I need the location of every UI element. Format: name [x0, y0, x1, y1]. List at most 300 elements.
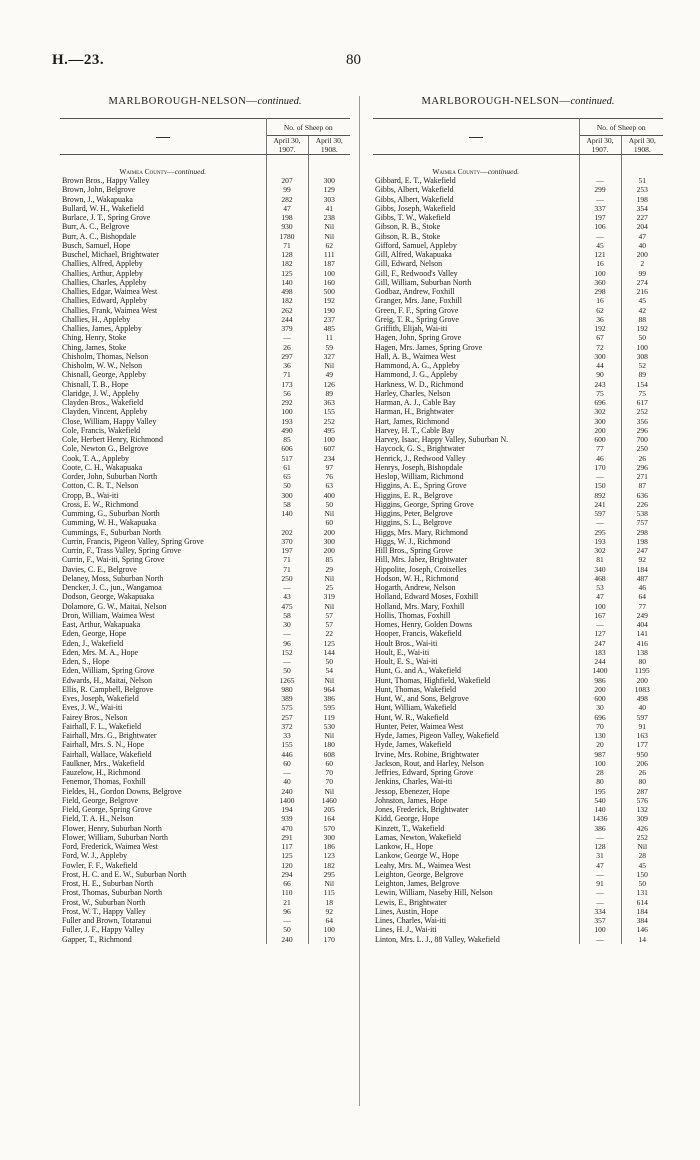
sheep-1908: 18	[325, 897, 333, 907]
sheep-1908: 80	[638, 777, 646, 787]
sheep-1907: 262	[266, 306, 308, 315]
sheep-1908: 88	[638, 314, 646, 324]
owner-name: Lankow, H., Hope	[375, 842, 433, 851]
table-row	[60, 491, 350, 500]
table-row	[60, 814, 350, 823]
owner-name: Cumming, G., Suburban North	[62, 509, 160, 518]
table-row	[60, 176, 350, 185]
owner-name: Fairhall, Mrs. S. N., Hope	[62, 740, 145, 750]
table-row	[60, 722, 350, 731]
sheep-1907: 44	[579, 361, 621, 370]
owner-name: Johnston, James, Hope	[375, 795, 448, 805]
table-row	[373, 361, 663, 370]
owner-name: Clayden Bros., Wakefield	[62, 398, 144, 407]
sheep-1907: —	[579, 176, 621, 185]
sheep-1908: 138	[636, 647, 648, 657]
sheep-1908: 111	[323, 250, 335, 259]
sheep-1907: 183	[579, 648, 621, 657]
table-row	[60, 398, 350, 407]
sheep-1908: 300	[323, 536, 335, 546]
table-row	[60, 343, 350, 352]
sheep-1907: 986	[579, 676, 621, 685]
sheep-1907: 244	[579, 657, 621, 666]
owner-name: Cole, Francis, Wakefield	[62, 425, 141, 435]
table-row	[373, 555, 663, 564]
table-row	[60, 435, 350, 444]
sheep-1907: 50	[266, 666, 308, 675]
table-row	[373, 768, 663, 777]
table-row	[373, 426, 663, 435]
sheep-1908: 595	[323, 703, 335, 713]
sheep-1907: 58	[266, 611, 308, 620]
sheep-1907: —	[579, 833, 621, 842]
table-row	[60, 703, 350, 712]
sheep-1908: Nil	[324, 231, 335, 241]
sheep-1908: 198	[636, 536, 648, 546]
owner-name: Green, F. F., Spring Grove	[375, 305, 459, 315]
owner-name: Hoult, E. S., Wai-iti	[375, 657, 438, 666]
owner-name: Cummings, F., Suburban North	[62, 527, 161, 537]
table-row	[60, 879, 350, 888]
owner-name: Hunt, W. R., Wakefield	[375, 712, 449, 722]
table-row	[60, 842, 350, 851]
owner-name: Ellis, R. Campbell, Belgrove	[62, 684, 154, 694]
owner-name: Gill, Alfred, Wakapuaka	[375, 250, 452, 259]
table-row	[60, 925, 350, 934]
owner-name: Harman, A. J., Cable Bay	[375, 398, 456, 407]
sheep-1907: 337	[579, 204, 621, 213]
sheep-1908: Nil	[324, 675, 335, 685]
table-row	[60, 602, 350, 611]
sheep-1907	[266, 518, 308, 527]
sheep-1907: —	[579, 935, 621, 944]
sheep-1908: 608	[323, 749, 335, 759]
owner-name: Cotton, C. R. T., Nelson	[62, 481, 139, 491]
sheep-1907: 125	[266, 851, 308, 860]
column-title: MARLBOROUGH-NELSON—continued.	[108, 96, 302, 107]
owner-name: Hunt, W., and Sons, Belgrove	[375, 694, 469, 703]
table-row	[60, 916, 350, 925]
owner-name: Eves, J. W., Wai-iti	[62, 703, 123, 713]
owner-name: Harman, H., Brightwater	[375, 407, 454, 417]
sheep-1907: —	[266, 768, 308, 777]
owner-name: Frost, W., Suburban North	[62, 897, 146, 907]
owner-name: Gifford, Samuel, Appleby	[375, 240, 457, 250]
sheep-1907: 195	[579, 787, 621, 796]
sheep-1908: 252	[636, 407, 648, 417]
sheep-1907: 197	[266, 546, 308, 555]
sheep-1907: 26	[266, 343, 308, 352]
owner-name: Chisnall, T. B., Hope	[62, 379, 129, 389]
table-row	[373, 380, 663, 389]
sheep-1907: 16	[579, 259, 621, 268]
sheep-1908: 570	[323, 823, 335, 833]
owner-name: Henrick, J., Redwood Valley	[375, 453, 466, 463]
owner-name: Cole, Herbert Henry, Richmond	[62, 435, 163, 444]
table-row	[373, 241, 663, 250]
sheep-1908: 170	[323, 934, 335, 944]
sheep-1907: 127	[579, 629, 621, 638]
sheep-1907: 300	[266, 491, 308, 500]
table-row	[373, 500, 663, 509]
table-row	[60, 407, 350, 416]
table-row	[373, 842, 663, 851]
table-row	[373, 888, 663, 897]
table-row	[373, 315, 663, 324]
sheep-1908: 26	[638, 453, 646, 463]
table-row	[373, 833, 663, 842]
owner-name: Gill, Edward, Nelson	[375, 259, 443, 269]
sheep-1907: 298	[579, 287, 621, 296]
table-row	[60, 592, 350, 601]
sheep-count-header: No. of Sheep on	[266, 119, 350, 136]
sheep-1908: 249	[636, 610, 648, 620]
sheep-1907: 294	[266, 870, 308, 879]
sheep-1907: 75	[579, 389, 621, 398]
sheep-1908: Nil	[324, 509, 335, 518]
sheep-1907: 292	[266, 398, 308, 407]
owner-name: Jessop, Ebenezer, Hope	[375, 786, 450, 796]
sheep-1908: 617	[636, 398, 648, 407]
sheep-1908: 200	[323, 546, 335, 555]
sheep-1908: 40	[638, 240, 646, 250]
owner-name: Cross, E. W., Richmond	[62, 499, 139, 509]
table-row	[60, 380, 350, 389]
table-row	[373, 222, 663, 231]
sheep-1907: —	[579, 518, 621, 527]
table-row	[373, 648, 663, 657]
owner-name: Hippolite, Joseph, Croixelles	[375, 564, 467, 574]
owner-name: Burlace, J. T., Spring Grove	[62, 213, 151, 222]
sheep-1907: 597	[579, 509, 621, 518]
sheep-1908: 253	[636, 185, 648, 195]
table-row	[373, 879, 663, 888]
table-row	[60, 639, 350, 648]
sheep-1908: 154	[636, 379, 648, 389]
owner-name: Hagen, John, Spring Grove	[375, 333, 462, 343]
sheep-1907: 100	[579, 269, 621, 278]
sheep-1907: —	[579, 195, 621, 204]
owner-name: Gapper, T., Richmond	[62, 934, 132, 944]
table-row	[373, 574, 663, 583]
sheep-1908: 530	[323, 721, 335, 731]
sheep-1908: 41	[325, 203, 333, 213]
table-row	[60, 777, 350, 786]
table-row	[60, 759, 350, 768]
owner-name: Higgins, A. E., Spring Grove	[375, 481, 467, 491]
owner-name: Chisholm, W. W., Nelson	[62, 361, 143, 370]
table-row	[373, 713, 663, 722]
sheep-table	[60, 118, 350, 944]
sheep-1907: 150	[579, 481, 621, 490]
table-row	[373, 213, 663, 222]
sheep-1908: 384	[636, 916, 648, 925]
owner-name: Hill, Mrs. Jabez, Brightwater	[375, 555, 468, 565]
sheep-1907: 1436	[579, 814, 621, 823]
sheep-1907: 475	[266, 602, 308, 611]
owner-name: Jackson, Rout, and Harley, Nelson	[375, 758, 484, 768]
table-row	[373, 861, 663, 870]
table-row	[373, 870, 663, 879]
table-row	[373, 195, 663, 204]
sheep-1907: 357	[579, 916, 621, 925]
table-row	[60, 370, 350, 379]
sheep-1907: 207	[266, 176, 308, 185]
owner-name: Eden, J., Wakefield	[62, 638, 124, 648]
sheep-1908: 184	[636, 906, 648, 916]
owner-name: East, Arthur, Wakapuaka	[62, 620, 141, 629]
sheep-1908: Nil	[324, 573, 335, 583]
sheep-1907: 100	[266, 407, 308, 416]
sheep-1907: 1780	[266, 232, 308, 241]
sheep-1908: 204	[636, 222, 648, 232]
table-row	[60, 509, 350, 518]
sheep-1908: 636	[636, 490, 648, 500]
owner-name: Fuller, J. F., Happy Valley	[62, 925, 145, 935]
sheep-1907: 72	[579, 343, 621, 352]
sheep-1908: 52	[638, 361, 646, 370]
owner-name: Busch, Samuel, Hope	[62, 240, 131, 250]
sheep-1907: 386	[579, 824, 621, 833]
page-number: 80	[346, 52, 361, 68]
sheep-1908: 187	[323, 259, 335, 269]
owner-name: Greig, T. R., Spring Grove	[375, 314, 459, 324]
sheep-1908: 123	[323, 851, 335, 861]
sheep-1908: 180	[323, 740, 335, 750]
sheep-1908: 80	[638, 657, 646, 666]
sheep-1907: 58	[266, 500, 308, 509]
sheep-1907: 21	[266, 898, 308, 907]
owner-name: Eden, S., Hope	[62, 657, 110, 666]
sheep-1907: 71	[266, 241, 308, 250]
sheep-1907: 468	[579, 574, 621, 583]
sheep-1907: 295	[579, 528, 621, 537]
owner-name: Fairhall, F. L., Wakefield	[62, 721, 142, 731]
table-row	[373, 444, 663, 453]
sheep-1908: 186	[323, 842, 335, 851]
sheep-1908: 42	[638, 305, 646, 315]
sheep-1907: 302	[579, 407, 621, 416]
owner-name: Gibbs, Joseph, Wakefield	[375, 203, 456, 213]
sheep-1908: 2	[640, 259, 645, 269]
sheep-1907: 370	[266, 537, 308, 546]
sheep-1907: 20	[579, 740, 621, 749]
sheep-1908: 126	[323, 379, 335, 389]
owner-name: Hall, A. B., Waimea West	[375, 351, 456, 361]
sheep-1908: 1460	[321, 795, 337, 805]
owner-name: Hammond, J. G., Appleby	[375, 370, 458, 380]
sheep-1907: 125	[266, 269, 308, 278]
table-row	[60, 500, 350, 509]
owner-name: Corder, John, Suburban North	[62, 472, 158, 481]
table-row	[60, 565, 350, 574]
sheep-1908: 192	[636, 324, 648, 333]
owner-name: Brown, John, Belgrove	[62, 185, 136, 195]
owner-name: Field, T. A. H., Nelson	[62, 814, 134, 824]
table-row	[60, 195, 350, 204]
table-row	[60, 796, 350, 805]
sheep-1907: —	[579, 232, 621, 241]
sheep-1907: 91	[579, 879, 621, 888]
owner-name: Hunt, Thomas, Wakefield	[375, 684, 457, 694]
table-row	[373, 287, 663, 296]
sheep-1907: 81	[579, 555, 621, 564]
owner-name: Cropp, B., Wai-iti	[62, 490, 119, 500]
sheep-1908: 146	[636, 925, 648, 935]
sheep-1907: 490	[266, 426, 308, 435]
table-row	[373, 269, 663, 278]
owner-name: Field, George, Spring Grove	[62, 805, 152, 814]
table-row	[60, 444, 350, 453]
sheep-1907: 30	[266, 620, 308, 629]
sheep-1907: 30	[579, 703, 621, 712]
sheep-1907: 300	[579, 352, 621, 361]
sheep-1908: 150	[636, 869, 648, 879]
sheep-1907: 46	[579, 454, 621, 463]
owner-name: Leighton, James, Belgrove	[375, 879, 460, 888]
sheep-1907: 300	[579, 417, 621, 426]
table-row	[373, 759, 663, 768]
owner-name: Coote, C. H., Wakapuaka	[62, 462, 143, 472]
sheep-1908: 576	[636, 795, 648, 805]
table-row	[373, 296, 663, 305]
sheep-1908: 226	[636, 499, 648, 509]
owner-name: Hunt, Thomas, Highfield, Wakefield	[375, 675, 491, 685]
sheep-1907: 62	[579, 306, 621, 315]
owner-name: Hart, James, Richmond	[375, 416, 450, 426]
owner-name: Griffith, Elijah, Wai-iti	[375, 324, 448, 333]
owner-name: Frost, W. T., Happy Valley	[62, 906, 146, 916]
table-row	[60, 555, 350, 564]
table-row	[373, 565, 663, 574]
owner-name: Leahy, Mrs. M., Waimea West	[375, 860, 471, 870]
owner-name: Bullard, W. H., Wakefield	[62, 203, 144, 213]
table-row	[373, 740, 663, 749]
sheep-1908: 206	[636, 758, 648, 768]
owner-name: Buschel, Michael, Brightwater	[62, 250, 159, 259]
sheep-1908: 91	[638, 721, 646, 731]
sheep-1907: 99	[266, 185, 308, 194]
table-row	[373, 592, 663, 601]
owner-name: Clayden, Vincent, Appleby	[62, 407, 148, 417]
sheep-1908: 271	[636, 472, 648, 481]
owner-name: Fairhall, Wallace, Wakefield	[62, 749, 152, 759]
sheep-1907: 575	[266, 703, 308, 712]
table-row	[60, 750, 350, 759]
table-row	[373, 472, 663, 481]
table-row	[60, 620, 350, 629]
sheep-1907: 71	[266, 565, 308, 574]
sheep-1908: 495	[323, 425, 335, 435]
sheep-1908: 99	[638, 268, 646, 278]
sheep-1907: 70	[579, 722, 621, 731]
table-row	[373, 722, 663, 731]
table-row	[373, 796, 663, 805]
sheep-1908: 50	[325, 499, 333, 509]
sheep-1907: 47	[266, 204, 308, 213]
owner-name: Holland, Edward Moses, Foxhill	[375, 592, 479, 602]
owner-name: Burr, A. C., Belgrove	[62, 222, 130, 232]
sheep-1908: 200	[636, 675, 648, 685]
sheep-1908: 144	[323, 647, 335, 657]
owner-name: Irvine, Mrs. Robine, Brightwater	[375, 749, 479, 759]
table-row	[60, 528, 350, 537]
sheep-1908: 319	[323, 592, 335, 602]
sheep-1908: 46	[638, 583, 646, 592]
table-row	[373, 398, 663, 407]
page-header	[0, 52, 700, 72]
table-row	[373, 805, 663, 814]
sheep-1907: 67	[579, 333, 621, 342]
sheep-1908: 400	[323, 490, 335, 500]
owner-name: Cook, T. A., Appleby	[62, 453, 129, 463]
sheep-1908: 252	[636, 832, 648, 842]
table-row	[60, 574, 350, 583]
sheep-1907: 939	[266, 814, 308, 823]
date-header-1908: April 30, 1908.	[308, 136, 350, 155]
name-column-header	[60, 119, 266, 155]
sheep-count-header: No. of Sheep on	[579, 119, 663, 136]
sheep-1908: 59	[325, 342, 333, 352]
sheep-1907: 90	[579, 370, 621, 379]
owner-name: Dencker, J. C., jun., Wangamoa	[62, 583, 162, 592]
owner-name: Hunt, William, Wakefield	[375, 703, 457, 713]
sheep-1908: Nil	[637, 842, 648, 851]
sheep-1907: 240	[266, 935, 308, 944]
sheep-1907: 182	[266, 296, 308, 305]
column-divider	[359, 96, 360, 1106]
sheep-1908: 274	[636, 277, 648, 287]
sheep-1908: 22	[325, 629, 333, 639]
sheep-1908: 200	[323, 527, 335, 537]
table-row	[60, 898, 350, 907]
owner-name: Lewis, E., Brightwater	[375, 897, 447, 907]
owner-name: Dodson, George, Wakapuaka	[62, 592, 154, 602]
table-row	[373, 935, 663, 944]
sheep-1908: 216	[636, 287, 648, 296]
sheep-1907: 389	[266, 694, 308, 703]
owner-name: Gill, F., Redwood's Valley	[375, 268, 458, 278]
owner-name: Eves, Joseph, Wakefield	[62, 694, 139, 703]
table-row	[373, 814, 663, 823]
sheep-1907: 130	[579, 731, 621, 740]
table-row	[60, 833, 350, 842]
owner-name: Hooper, Francis, Wakefield	[375, 629, 462, 639]
owner-name: Burr, A. C., Bishopdale	[62, 231, 136, 241]
column-title: MARLBOROUGH-NELSON—continued.	[421, 96, 615, 107]
owner-name: Kidd, George, Hope	[375, 814, 439, 824]
sheep-1907: 446	[266, 750, 308, 759]
sheep-1908: 498	[636, 694, 648, 703]
owner-name: Dron, William, Waimea West	[62, 610, 155, 620]
sheep-1908: 87	[638, 481, 646, 491]
table-row	[373, 787, 663, 796]
table-row	[373, 278, 663, 287]
owner-name: Higgins, S. L., Belgrove	[375, 518, 452, 528]
owner-name: Close, William, Happy Valley	[62, 416, 157, 426]
owner-name: Hodson, W. H., Richmond	[375, 573, 459, 583]
sheep-1907: 61	[266, 463, 308, 472]
table-row	[60, 315, 350, 324]
owner-name: Claridge, J. W., Appleby	[62, 388, 140, 398]
table-row	[373, 417, 663, 426]
sheep-1908: 100	[323, 268, 335, 278]
owner-name: Brown, J., Wakapuaka	[62, 194, 133, 204]
sheep-1907: 299	[579, 185, 621, 194]
sheep-1908: 190	[323, 305, 335, 315]
sheep-1908: 200	[636, 250, 648, 259]
owner-name: Frost, H. E., Suburban North	[62, 879, 154, 888]
